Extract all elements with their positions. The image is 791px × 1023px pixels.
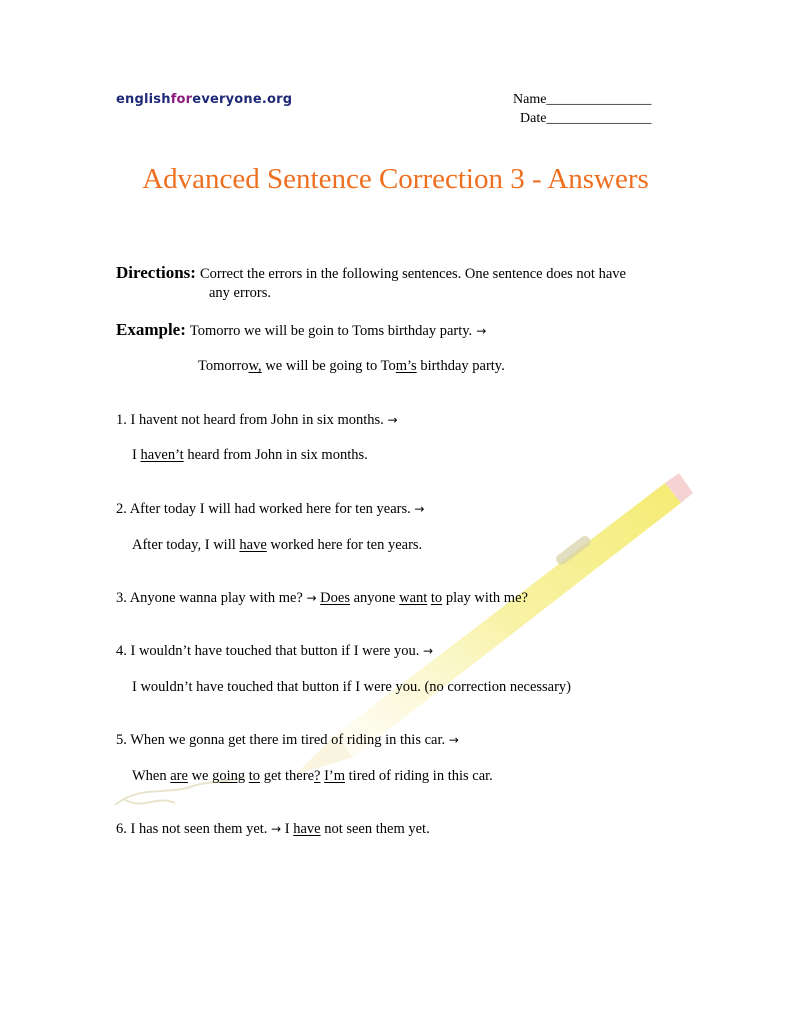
question-text: 6. I has not seen them yet.	[116, 821, 268, 837]
arrow-right-icon: →	[306, 591, 317, 605]
page-title: Advanced Sentence Correction 3 - Answers	[142, 163, 649, 195]
arrow-right-icon: →	[422, 644, 434, 658]
directions-label: Directions:	[116, 263, 196, 282]
correction: to	[248, 768, 261, 784]
brand-part-english: english	[116, 92, 171, 107]
answer-text: I	[284, 821, 294, 837]
correction: I’m	[324, 768, 346, 784]
answer-text: we will be going to To	[261, 358, 396, 374]
example	[116, 320, 486, 340]
correction: ?	[314, 768, 321, 784]
answer-text: anyone	[349, 590, 400, 606]
brand-part-everyone: everyone.org	[192, 92, 293, 107]
example-label: Example:	[116, 320, 186, 339]
answer-text: I	[132, 447, 141, 463]
item-2-answer	[132, 537, 422, 554]
answer-text: get there	[260, 768, 315, 784]
correction: going	[212, 768, 246, 784]
item-5-answer	[132, 768, 493, 785]
item-4-answer: I wouldn’t have touched that button if I were you. (no correction necessary)	[132, 679, 572, 695]
item-5-question	[116, 732, 459, 749]
arrow-right-icon: →	[271, 822, 282, 836]
answer-text: tired of riding in this car.	[345, 768, 493, 784]
answer-text: After today, I will	[132, 537, 240, 553]
answer-text: play with me?	[442, 590, 528, 606]
question-text: 5. When we gonna get there im tired of riding in this car.	[116, 732, 446, 748]
correction: haven’t	[140, 447, 184, 463]
example-answer	[198, 358, 505, 375]
correction: w,	[248, 358, 262, 374]
question-text: 1. I havent not heard from John in six months.	[116, 412, 384, 428]
answer-text: worked here for ten years.	[266, 537, 423, 553]
correction: to	[430, 590, 443, 606]
brand-logo	[116, 92, 292, 107]
directions	[116, 263, 626, 283]
item-3	[116, 590, 528, 607]
correction: have	[239, 537, 267, 553]
correction: m’s	[395, 358, 417, 374]
correction: Does	[320, 590, 350, 606]
item-4-question	[116, 643, 433, 660]
answer-text: Tomorro	[198, 358, 249, 374]
brand-part-for: for	[170, 92, 193, 107]
arrow-right-icon: →	[476, 324, 487, 338]
answer-text: not seen them yet.	[320, 821, 430, 837]
arrow-right-icon: →	[414, 502, 425, 516]
question-text: 3. Anyone wanna play with me?	[116, 590, 303, 606]
date-field: Date_______________	[520, 111, 652, 126]
directions-text-line1: Correct the errors in the following sentences. One sentence does not have	[199, 266, 626, 282]
arrow-right-icon: →	[448, 733, 459, 747]
item-1-question	[116, 412, 398, 429]
item-6	[116, 821, 430, 838]
directions-text-line2: any errors.	[209, 285, 272, 301]
item-1-answer	[132, 447, 368, 464]
correction: are	[170, 768, 188, 784]
question-text: 2. After today I will had worked here for ten years.	[116, 501, 411, 517]
item-2-question	[116, 501, 424, 518]
answer-text: birthday party.	[416, 358, 505, 374]
correction: have	[293, 821, 321, 837]
name-field: Name_______________	[513, 92, 652, 107]
question-text: 4. I wouldn’t have touched that button if I were you.	[116, 643, 420, 659]
example-question: Tomorro we will be goin to Toms birthday party.	[189, 323, 473, 339]
answer-text: When	[132, 768, 171, 784]
arrow-right-icon: →	[387, 413, 398, 427]
answer-text: we	[187, 768, 213, 784]
correction: want	[399, 590, 428, 606]
answer-text: heard from John in six months.	[183, 447, 368, 463]
